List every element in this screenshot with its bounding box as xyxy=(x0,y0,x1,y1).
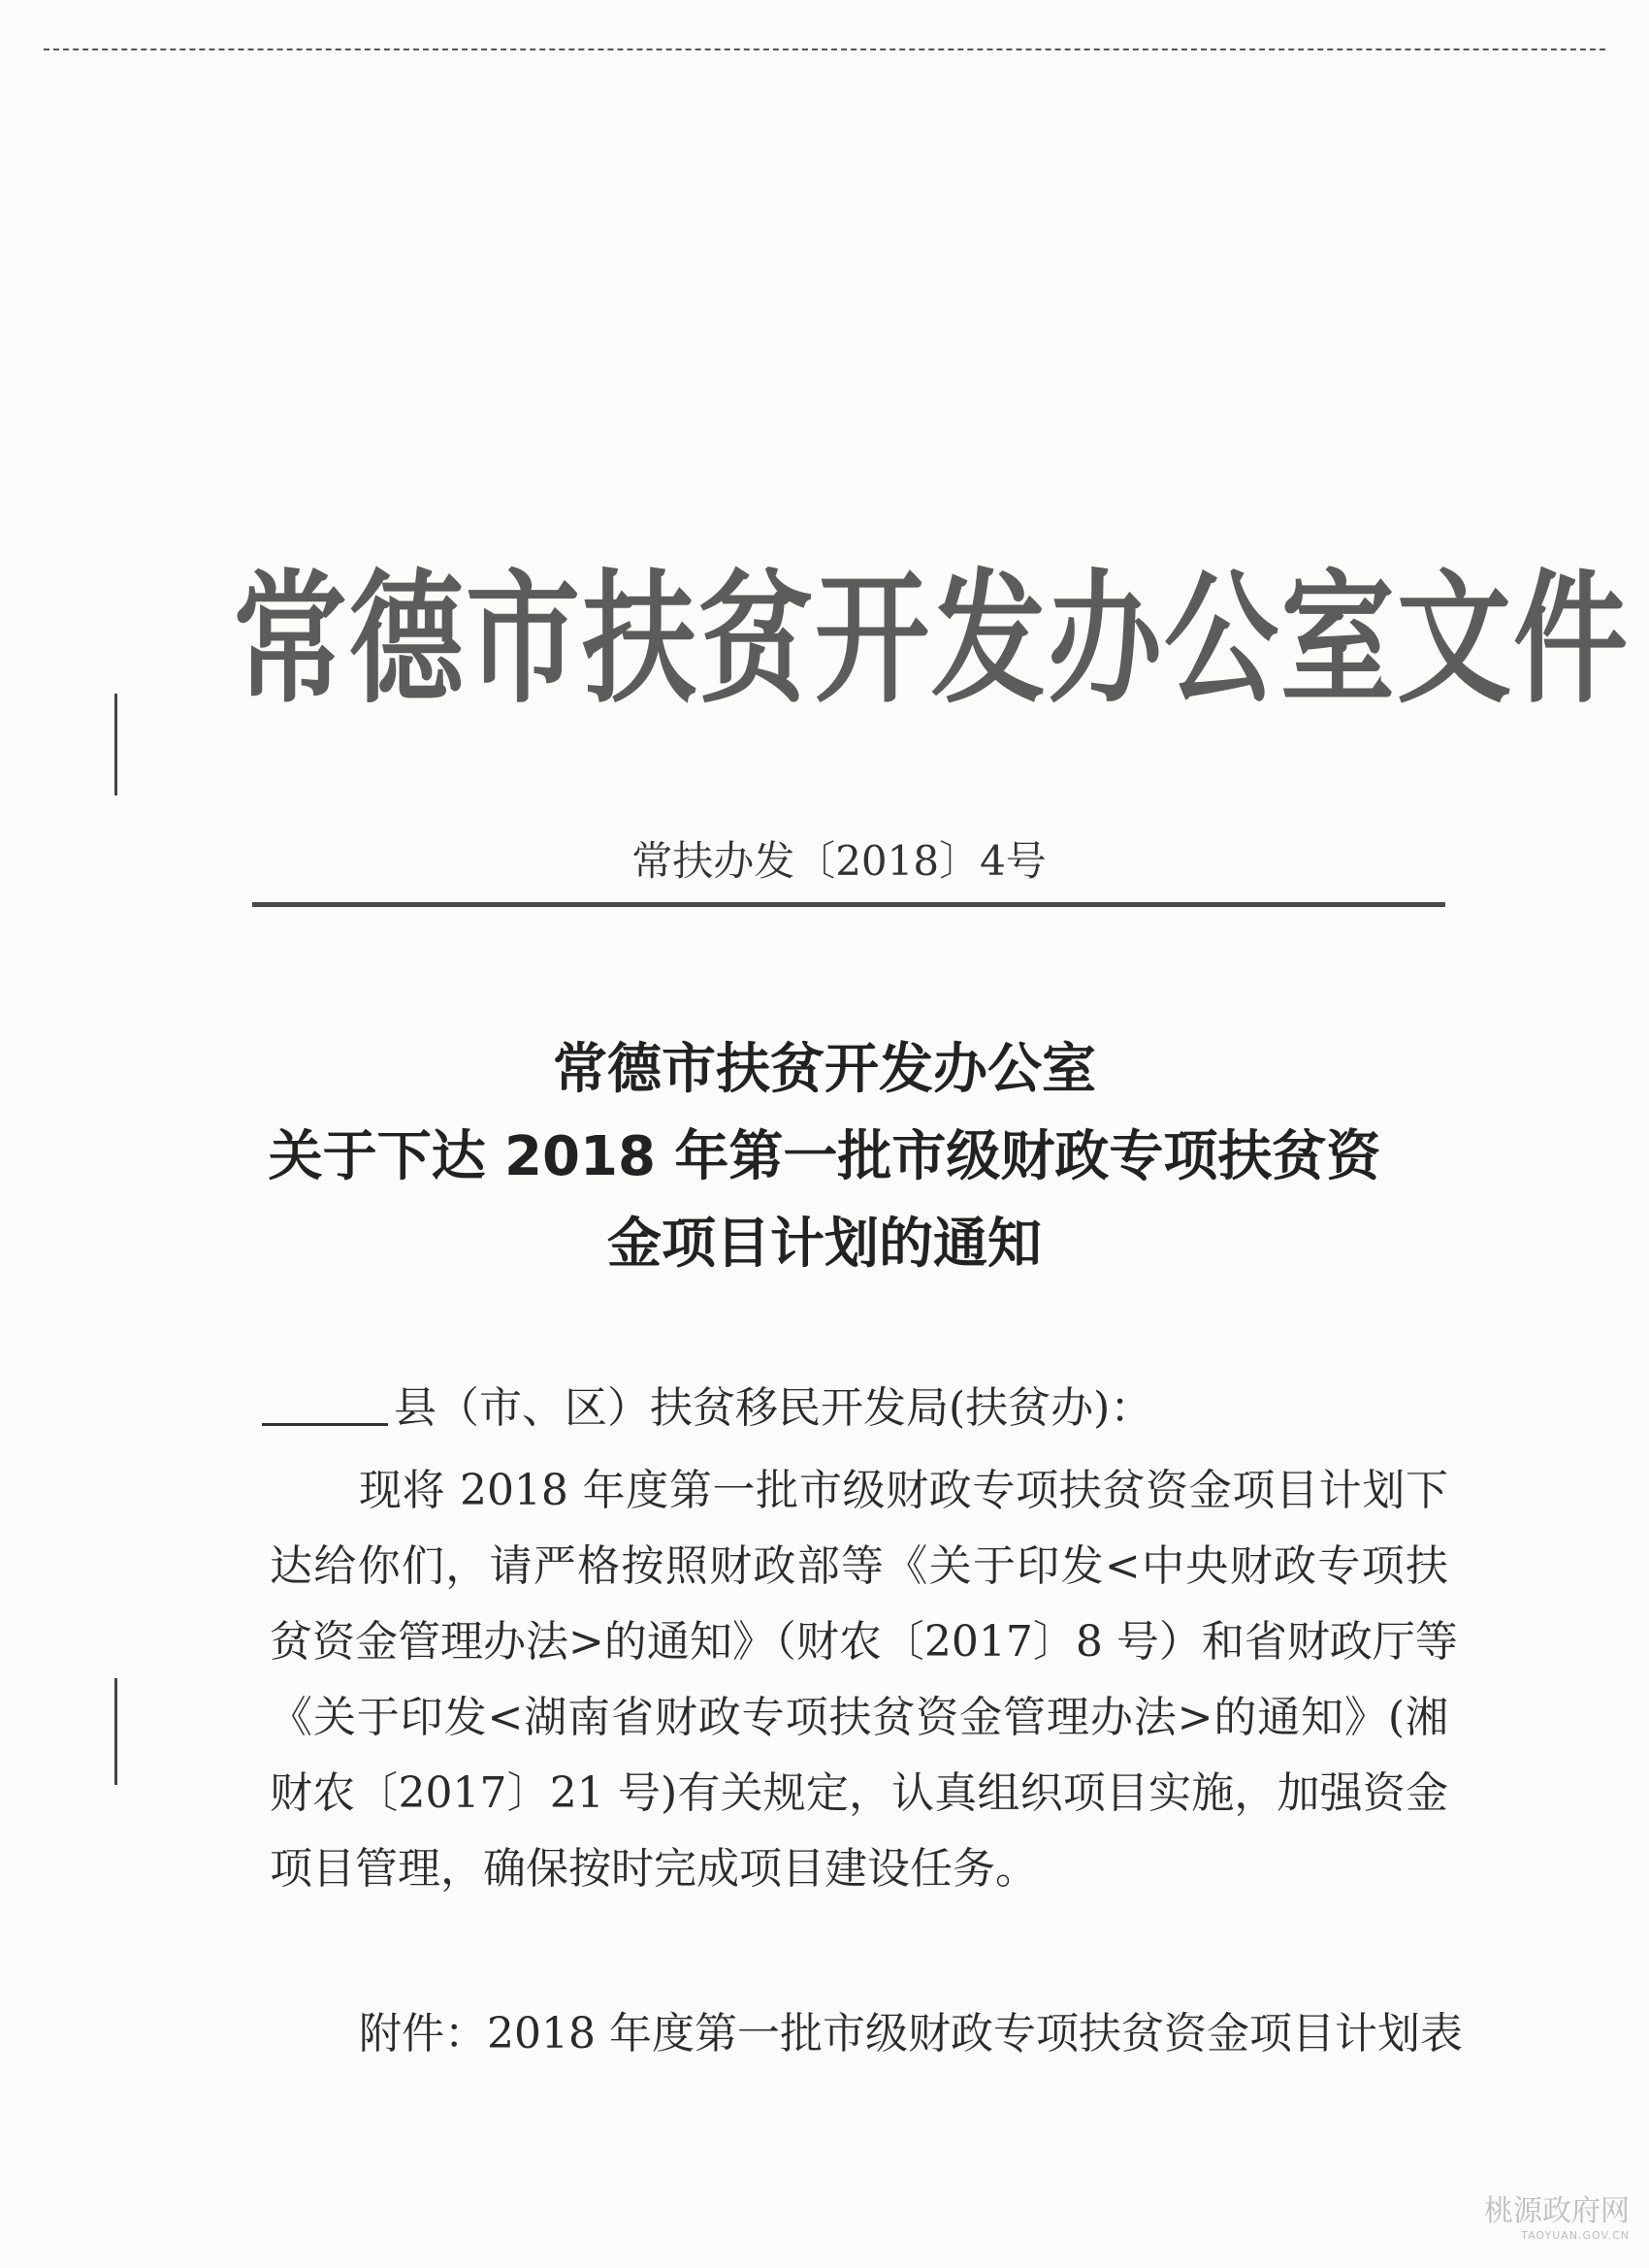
watermark-subtext: TAOYUAN.GOV.CN xyxy=(1521,2229,1630,2242)
body-line: 财农〔2017〕21 号)有关规定，认真组织项目实施，加强资金 xyxy=(270,1768,1448,1818)
watermark-text: 桃源政府网 xyxy=(1484,2194,1630,2228)
salutation-text: 县（市、区）扶贫移民开发局(扶贫办)： xyxy=(394,1383,1153,1433)
top-scan-border xyxy=(44,49,1605,50)
margin-mark xyxy=(114,694,117,795)
margin-mark xyxy=(114,1678,117,1785)
body-line: 项目管理，确保按时完成项目建设任务。 xyxy=(270,1844,1038,1894)
salutation xyxy=(262,1373,1152,1435)
notice-title-line-3: 金项目计划的通知 xyxy=(607,1213,1042,1276)
attachment-line: 附件：2018 年度第一批市级财政专项扶贫资金项目计划表 xyxy=(359,2009,1463,2058)
notice-title-line-2: 关于下达 2018 年第一批市级财政专项扶贫资 xyxy=(268,1125,1381,1188)
body-line: 达给你们，请严格按照财政部等《关于印发<中央财政专项扶 xyxy=(270,1541,1448,1591)
document-number: 常扶办发〔2018〕4号 xyxy=(631,837,1047,885)
document-header-title: 常德市扶贫开发办公室文件 xyxy=(233,555,1631,723)
header-divider-line xyxy=(252,902,1445,907)
blank-fill-line xyxy=(262,1423,388,1426)
notice-title-line-1: 常德市扶贫开发办公室 xyxy=(553,1038,1096,1101)
body-line: 贫资金管理办法>的通知》（财农〔2017〕8 号）和省财政厅等 xyxy=(270,1617,1458,1667)
body-line: 现将 2018 年度第一批市级财政专项扶贫资金项目计划下 xyxy=(359,1466,1448,1515)
site-watermark xyxy=(1484,2194,1630,2242)
body-line: 《关于印发<湖南省财政专项扶贫资金管理办法>的通知》(湘 xyxy=(270,1693,1448,1742)
